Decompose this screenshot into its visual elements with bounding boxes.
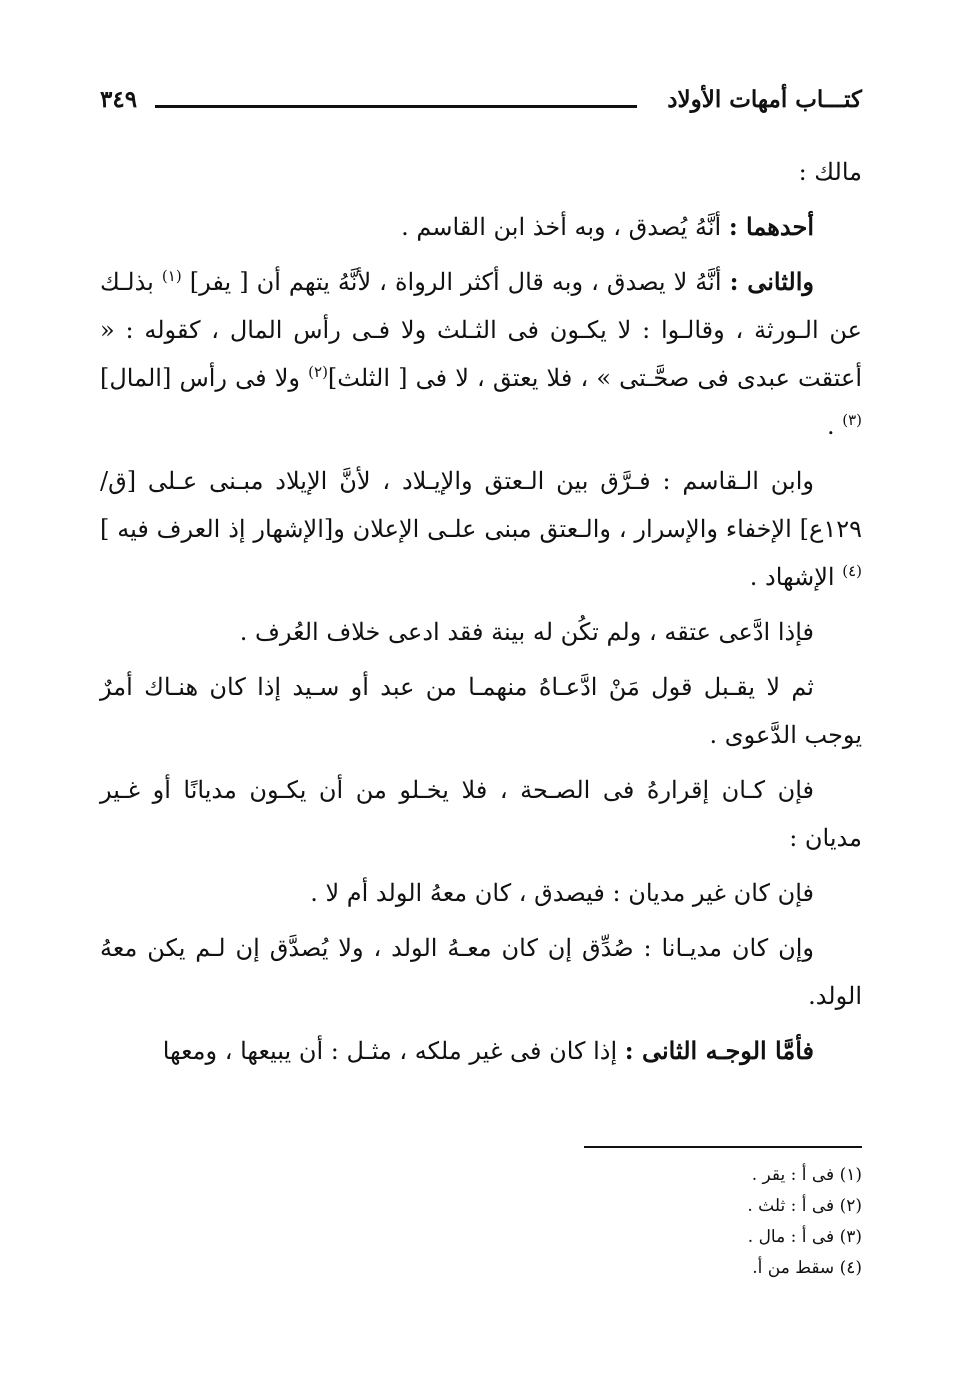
footnotes bbox=[462, 1160, 862, 1284]
paragraph bbox=[100, 258, 862, 450]
footnote-rule bbox=[584, 1146, 862, 1148]
paragraph: وإن كان مديـانا : صُدِّق إن كان معـهُ الولد ، ولا يُصدَّق إن لـم يكن معهُ الولد. bbox=[100, 934, 862, 1010]
footnote-ref-2[interactable]: (٢) bbox=[308, 363, 328, 381]
paragraph-text: وابن الـقاسم : فـرَّق بين الـعتق والإيـلاد ، لأنَّ الإيلاد مبـنى عـلى [ق/١٢٩ع] الإخفاء والإسرار ، والـعتق مبنى علـى الإعلان و[الإشهار إذ العرف فيه ] bbox=[100, 467, 862, 543]
chapter-title: كتـــاب أمهات الأولاد bbox=[667, 86, 862, 113]
paragraph: ثم لا يقـبل قول مَنْ ادَّعـاهُ منهمـا من عبد أو سـيد إذا كان هنـاك أمرٌ يوجب الدَّعوى . bbox=[100, 673, 862, 749]
paragraph: فإذا ادَّعى عتقه ، ولم تكُن له بينة فقد ادعى خلاف العُرف . bbox=[239, 618, 814, 646]
paragraph-lead: والثانى : bbox=[729, 267, 815, 296]
paragraph bbox=[100, 457, 862, 601]
paragraph: مالك : bbox=[798, 158, 862, 186]
footnote-ref-3[interactable]: (٣) bbox=[842, 411, 862, 429]
paragraph-text: ولا فى رأس [المال] bbox=[100, 364, 301, 392]
paragraph-text: . bbox=[826, 412, 835, 440]
running-header bbox=[100, 86, 862, 120]
page-number: ٣٤٩ bbox=[100, 86, 138, 113]
paragraph bbox=[100, 203, 862, 251]
paragraph-text: الإشهاد . bbox=[749, 563, 835, 591]
paragraph bbox=[100, 1027, 862, 1075]
paragraph-lead: فأمَّا الوجـه الثانى : bbox=[624, 1036, 814, 1065]
footnote-4: (٤) سقط من أ. bbox=[752, 1258, 862, 1278]
paragraph-text: إذا كان فى غير ملكه ، مثـل : أن يبيعها ، ومعها bbox=[162, 1037, 618, 1065]
main-text bbox=[100, 148, 862, 1082]
footnote-3: (٣) فى أ : مال . bbox=[747, 1227, 862, 1247]
footnote-1: (١) فى أ : يقر . bbox=[751, 1165, 862, 1185]
paragraph-lead: أحدهما : bbox=[728, 212, 814, 241]
footnote-ref-1[interactable]: (١) bbox=[161, 267, 182, 285]
paragraph-text: أنَّهُ يُصدق ، وبه أخذ ابن القاسم . bbox=[401, 213, 722, 241]
footnote-ref-4[interactable]: (٤) bbox=[842, 562, 862, 580]
paragraph-text: أنَّهُ لا يصدق ، وبه قال أكثر الرواة ، لأنَّهُ يتهم أن [ يفر] bbox=[189, 268, 722, 296]
paragraph: فإن كان غير مديان : فيصدق ، كان معهُ الولد أم لا . bbox=[310, 879, 814, 907]
paragraph-text: بذلـك عن الـورثة ، وقالـوا : لا يكـون فى الثـلث ولا فـى رأس المال ، كقوله : « أعتقت عبدى فى صحَّـتى » ، فلا يعتق ، لا فى [ الثلث] bbox=[100, 268, 862, 392]
footnote-2: (٢) فى أ : ثلث . bbox=[747, 1196, 862, 1216]
paragraph: فإن كـان إقرارهُ فى الصـحة ، فلا يخـلو من أن يكـون مديانًا أو غـير مديان : bbox=[100, 776, 862, 852]
header-rule bbox=[155, 105, 637, 108]
